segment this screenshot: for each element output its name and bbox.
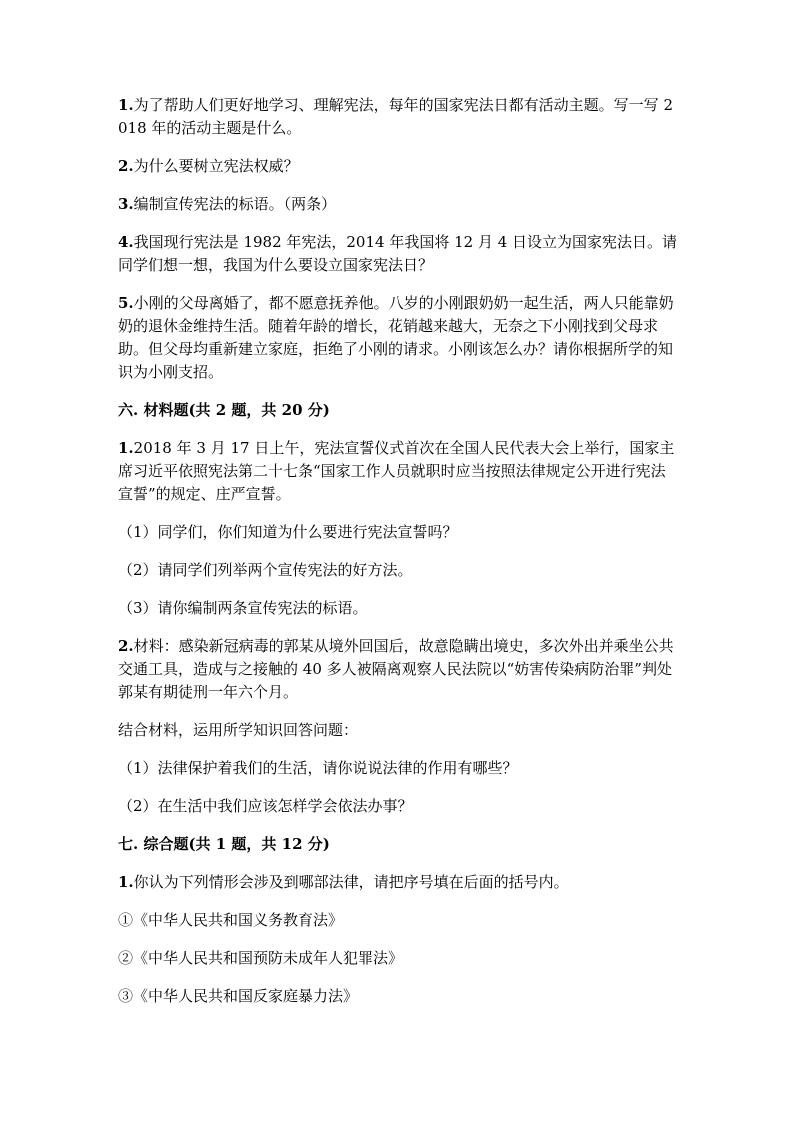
question-6-2 bbox=[118, 635, 678, 704]
question-5-5 bbox=[118, 292, 678, 384]
question-text: 2018 年 3 月 17 日上午，宪法宣誓仪式首次在全国人民代表大会上举行，国家主席习近平依照宪法第二十七条“国家工作人员就职时应当按照法律规定公开进行宪法宣誓”的规定、庄严宣誓。 bbox=[118, 439, 675, 503]
question-number: 1. bbox=[118, 439, 134, 457]
section-6-heading: 六. 材料题(共 2 题，共 20 分) bbox=[118, 401, 330, 419]
question-5-3 bbox=[118, 193, 678, 216]
question-5-4 bbox=[118, 231, 678, 277]
option-item: ①《中华人民共和国义务教育法》 bbox=[118, 911, 344, 929]
question-6-1 bbox=[118, 437, 678, 506]
instruction-text: 结合材料，运用所学知识回答问题： bbox=[118, 721, 359, 739]
question-number: 1. bbox=[118, 873, 134, 891]
question-number: 2. bbox=[118, 637, 134, 655]
option-item: ③《中华人民共和国反家庭暴力法》 bbox=[118, 987, 359, 1005]
section-7-heading: 七. 综合题(共 1 题，共 12 分) bbox=[118, 835, 330, 853]
option-item: ②《中华人民共和国预防未成年人犯罪法》 bbox=[118, 949, 404, 967]
sub-question: （1）同学们，你们知道为什么要进行宪法宣誓吗？ bbox=[118, 523, 458, 541]
question-text: 小刚的父母离婚了，都不愿意抚养他。八岁的小刚跟奶奶一起生活，两人只能靠奶奶的退休金维持生活。随着年龄的增长，花销越来越大，无奈之下小刚找到父母求助。但父母均重新建立家庭，拒绝了小刚的请求。小刚该怎么办？请你根据所学的知识为小刚支招。 bbox=[118, 294, 674, 381]
question-number: 2. bbox=[118, 157, 134, 175]
question-7-1 bbox=[118, 871, 678, 894]
question-5-2 bbox=[118, 155, 678, 178]
sub-question: （1）法律保护着我们的生活，请你说说法律的作用有哪些？ bbox=[118, 759, 518, 777]
sub-question: （2）请同学们列举两个宣传宪法的好方法。 bbox=[118, 561, 413, 579]
sub-question: （2）在生活中我们应该怎样学会依法办事？ bbox=[118, 797, 413, 815]
question-text: 我国现行宪法是 1982 年宪法，2014 年我国将 12 月 4 日设立为国家宪法日。请同学们想一想，我国为什么要设立国家宪法日？ bbox=[118, 233, 678, 274]
question-number: 3. bbox=[118, 195, 134, 213]
question-text: 为什么要树立宪法权威？ bbox=[133, 157, 299, 175]
question-text: 为了帮助人们更好地学习、理解宪法，每年的国家宪法日都有活动主题。写一写 2018 年的活动主题是什么。 bbox=[118, 96, 673, 137]
question-number: 4. bbox=[118, 233, 134, 251]
sub-question: （3）请你编制两条宣传宪法的标语。 bbox=[118, 599, 368, 617]
question-number: 5. bbox=[118, 294, 134, 312]
document-content bbox=[118, 94, 678, 1023]
question-5-1 bbox=[118, 94, 678, 140]
question-number: 1. bbox=[118, 96, 134, 114]
question-text: 编制宣传宪法的标语。（两条） bbox=[133, 195, 337, 213]
question-text: 你认为下列情形会涉及到哪部法律，请把序号填在后面的括号内。 bbox=[133, 873, 569, 891]
question-text: 材料：感染新冠病毒的郭某从境外回国后，故意隐瞒出境史，多次外出并乘坐公共交通工具，造成与之接触的 40 多人被隔离观察人民法院以“妨害传染病防治罪”判处郭某有期徒刑一年六个月。 bbox=[118, 637, 674, 701]
